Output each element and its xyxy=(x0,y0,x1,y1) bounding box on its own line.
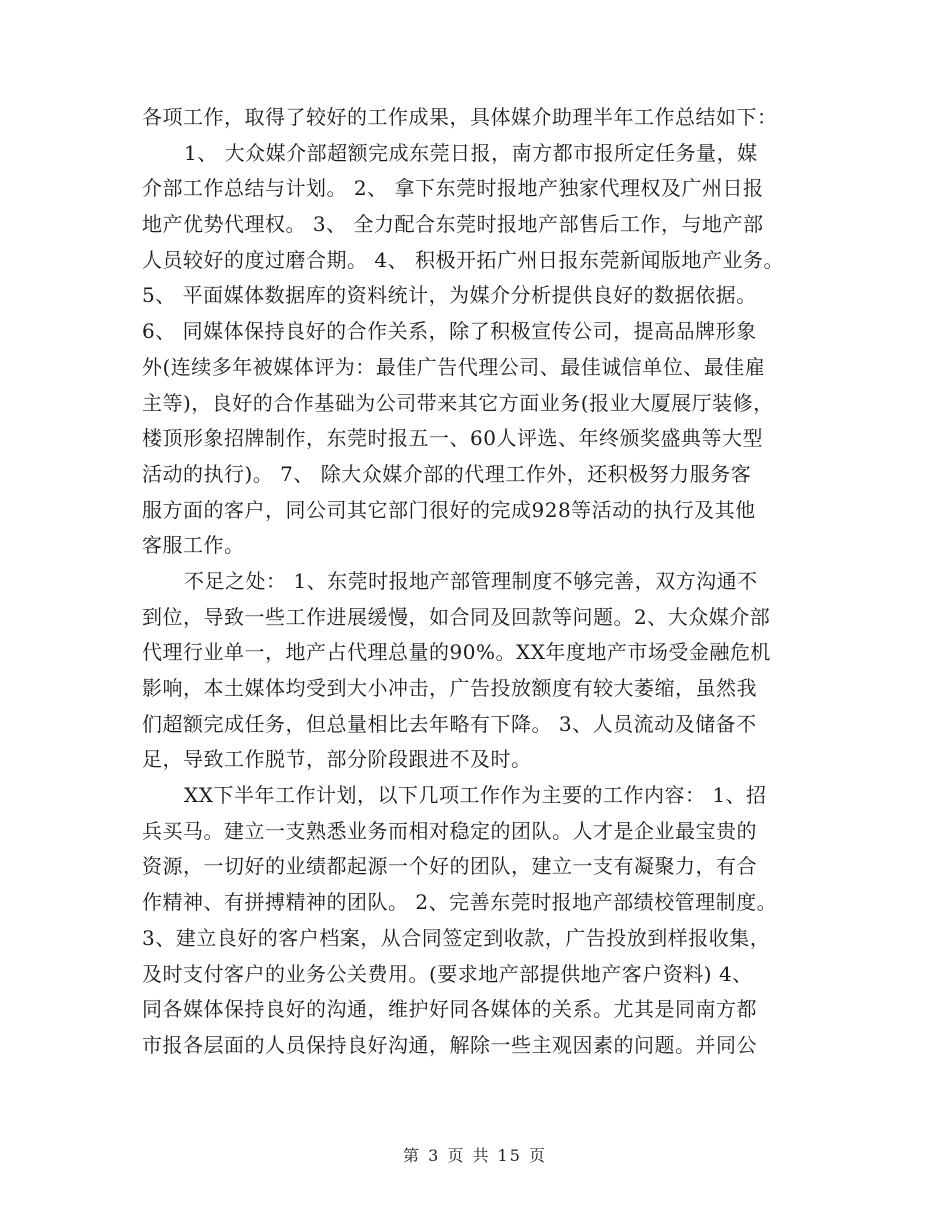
text-line: XX下半年工作计划，以下几项工作作为主要的工作内容： 1、招 xyxy=(184,783,767,808)
text-line: 到位，导致一些工作进展缓慢，如合同及回款等问题。2、大众媒介部 xyxy=(142,604,771,629)
text-line: 活动的执行)。 7、 除大众媒介部的代理工作外，还积极努力服务客 xyxy=(142,461,752,486)
text-line: 人员较好的度过磨合期。 4、 积极开拓广州日报东莞新闻版地产业务。 xyxy=(142,247,784,272)
text-line: 介部工作总结与计划。 2、 拿下东莞时报地产独家代理权及广州日报 xyxy=(142,176,764,201)
body-text xyxy=(142,100,812,1064)
text-line: 代理行业单一，地产占代理总量的90%。XX年度地产市场受金融危机 xyxy=(142,640,771,665)
text-line: 足，导致工作脱节，部分阶段跟进不及时。 xyxy=(142,747,532,772)
text-line: 服方面的客户，同公司其它部门很好的完成928等活动的执行及其他 xyxy=(142,497,756,522)
text-line: 楼顶形象招牌制作，东莞时报五一、60人评选、年终颁奖盛典等大型 xyxy=(142,426,763,451)
text-line: 资源，一切好的业绩都起源一个好的团队，建立一支有凝聚力，有合 xyxy=(142,854,757,879)
text-line: 6、 同媒体保持良好的合作关系，除了积极宣传公司，提高品牌形象 xyxy=(142,319,757,344)
text-line: 主等)，良好的合作基础为公司带来其它方面业务(报业大厦展厅装修， xyxy=(142,390,774,415)
text-line: 市报各层面的人员保持良好沟通，解除一些主观因素的问题。并同公 xyxy=(142,1032,757,1057)
text-line: 兵买马。建立一支熟悉业务而相对稳定的团队。人才是企业最宝贵的 xyxy=(142,818,757,843)
text-line: 不足之处： 1、东莞时报地产部管理制度不够完善，双方沟通不 xyxy=(184,568,758,593)
page-number-footer: 第 3 页 共 15 页 xyxy=(403,1146,547,1165)
text-line: 同各媒体保持良好的沟通，维护好同各媒体的关系。尤其是同南方都 xyxy=(142,997,757,1022)
text-line: 3、建立良好的客户档案，从合同签定到收款，广告投放到样报收集， xyxy=(142,925,771,950)
text-line: 1、 大众媒介部超额完成东莞日报，南方都市报所定任务量，媒 xyxy=(184,140,758,165)
text-line: 客服工作。 xyxy=(142,533,245,558)
text-line: 们超额完成任务，但总量相比去年略有下降。 3、人员流动及储备不 xyxy=(142,711,757,736)
text-line: 地产优势代理权。 3、 全力配合东莞时报地产部售后工作，与地产部 xyxy=(142,212,764,237)
text-line: 各项工作，取得了较好的工作成果，具体媒介助理半年工作总结如下： xyxy=(142,105,778,129)
text-line: 5、 平面媒体数据库的资料统计，为媒介分析提供良好的数据依据。 xyxy=(142,283,757,308)
text-line: 及时支付客户的业务公关费用。(要求地产部提供地产客户资料) 4、 xyxy=(142,961,753,986)
text-line: 影响，本土媒体均受到大小冲击，广告投放额度有较大萎缩，虽然我 xyxy=(142,676,757,700)
text-line: 作精神、有拼搏精神的团队。 2、完善东莞时报地产部绩校管理制度。 xyxy=(142,890,778,915)
text-line: 外(连续多年被媒体评为：最佳广告代理公司、最佳诚信单位、最佳雇 xyxy=(142,354,766,379)
